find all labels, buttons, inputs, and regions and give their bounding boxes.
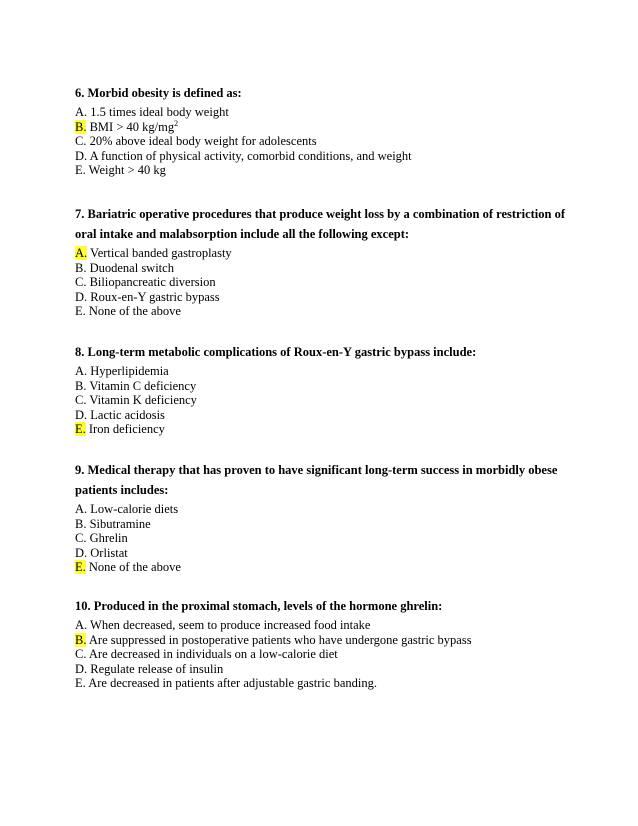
option-d xyxy=(75,149,575,164)
option-text: Biliopancreatic diversion xyxy=(86,275,216,290)
option-d xyxy=(75,662,575,677)
option-letter: C. xyxy=(75,393,87,408)
option-b xyxy=(75,261,575,276)
option-letter: E. xyxy=(75,676,86,691)
option-text: Vertical banded gastroplasty xyxy=(87,246,232,260)
option-letter: A. xyxy=(75,502,88,516)
option-letter: B. xyxy=(75,516,87,531)
option-d xyxy=(75,546,575,561)
highlighted-answer-letter: E. xyxy=(75,422,86,437)
option-text: Orlistat xyxy=(87,545,128,560)
option-e xyxy=(75,304,575,319)
option-letter: C. xyxy=(75,647,87,662)
option-d xyxy=(75,290,575,305)
option-text: BMI > 40 kg/mg xyxy=(86,119,175,134)
option-text: 20% above ideal body weight for adolescents xyxy=(86,134,317,149)
option-e xyxy=(75,163,575,178)
option-a xyxy=(75,364,575,379)
option-letter: D. xyxy=(75,148,88,163)
option-text: A function of physical activity, comorbid conditions, and weight xyxy=(87,148,412,163)
highlighted-answer-letter: B. xyxy=(75,632,87,647)
option-letter: C. xyxy=(75,531,87,546)
option-text: None of the above xyxy=(85,560,181,575)
option-c xyxy=(75,647,575,662)
option-letter: E. xyxy=(75,304,86,319)
option-text: Are decreased in individuals on a low-calorie diet xyxy=(86,647,338,662)
option-text: Iron deficiency xyxy=(85,422,165,437)
option-b xyxy=(75,379,575,394)
answer-options xyxy=(75,246,575,319)
superscript: 2 xyxy=(174,118,179,128)
option-e xyxy=(75,422,575,437)
option-b xyxy=(75,633,575,648)
option-text: None of the above xyxy=(85,304,181,319)
option-c xyxy=(75,531,575,546)
option-letter: D. xyxy=(75,407,88,422)
option-letter: D. xyxy=(75,545,88,560)
answer-options xyxy=(75,364,575,437)
option-text: Are decreased in patients after adjustable gastric banding. xyxy=(85,676,377,691)
option-letter: C. xyxy=(75,134,87,149)
option-letter: A. xyxy=(75,105,88,119)
option-letter: A. xyxy=(75,364,88,378)
question-text: 10. Produced in the proximal stomach, levels of the hormone ghrelin: xyxy=(75,599,443,613)
question-text: 7. Bariatric operative procedures that produce weight loss by a combination of restriction of oral intake and malabsorption include all the following except: xyxy=(75,207,566,241)
option-letter: B. xyxy=(75,378,87,393)
option-text: Hyperlipidemia xyxy=(87,364,169,378)
option-text: Roux-en-Y gastric bypass xyxy=(87,289,220,304)
option-text: Vitamin K deficiency xyxy=(86,393,197,408)
option-c xyxy=(75,393,575,408)
option-e xyxy=(75,676,575,691)
highlighted-answer-letter: B. xyxy=(75,119,87,134)
option-text: Are suppressed in postoperative patients who have undergone gastric bypass xyxy=(86,632,472,647)
question-7 xyxy=(75,204,575,319)
option-e xyxy=(75,560,575,575)
option-text: Lactic acidosis xyxy=(87,407,165,422)
option-text: Sibutramine xyxy=(86,516,151,531)
question-6 xyxy=(75,83,575,178)
option-text: Ghrelin xyxy=(86,531,128,546)
option-text: Regulate release of insulin xyxy=(87,661,224,676)
answer-options xyxy=(75,618,575,691)
option-letter: E. xyxy=(75,163,86,178)
highlighted-answer-letter: A. xyxy=(75,246,88,260)
option-letter: B. xyxy=(75,260,87,275)
option-a xyxy=(75,618,575,633)
option-text: Duodenal switch xyxy=(86,260,174,275)
question-8 xyxy=(75,342,575,437)
option-text: When decreased, seem to produce increased food intake xyxy=(87,618,371,632)
option-letter: D. xyxy=(75,289,88,304)
option-letter: C. xyxy=(75,275,87,290)
option-b xyxy=(75,120,575,135)
highlighted-answer-letter: E. xyxy=(75,560,86,575)
question-10 xyxy=(75,596,575,691)
option-b xyxy=(75,517,575,532)
question-text: 9. Medical therapy that has proven to have significant long-term success in morbidly obese patients includes: xyxy=(75,463,558,497)
option-d xyxy=(75,408,575,423)
option-text: Vitamin C deficiency xyxy=(86,378,197,393)
option-a xyxy=(75,105,575,120)
option-letter: A. xyxy=(75,618,88,632)
answer-options xyxy=(75,502,575,575)
question-text: 6. Morbid obesity is defined as: xyxy=(75,86,242,100)
answer-options xyxy=(75,105,575,178)
question-text: 8. Long-term metabolic complications of Roux-en-Y gastric bypass include: xyxy=(75,345,477,359)
option-c xyxy=(75,134,575,149)
question-9 xyxy=(75,460,575,575)
option-text: Weight > 40 kg xyxy=(85,163,166,178)
option-a xyxy=(75,502,575,517)
option-a xyxy=(75,246,575,261)
option-letter: D. xyxy=(75,661,88,676)
option-text: Low-calorie diets xyxy=(87,502,179,516)
option-c xyxy=(75,275,575,290)
option-text: 1.5 times ideal body weight xyxy=(87,105,229,119)
